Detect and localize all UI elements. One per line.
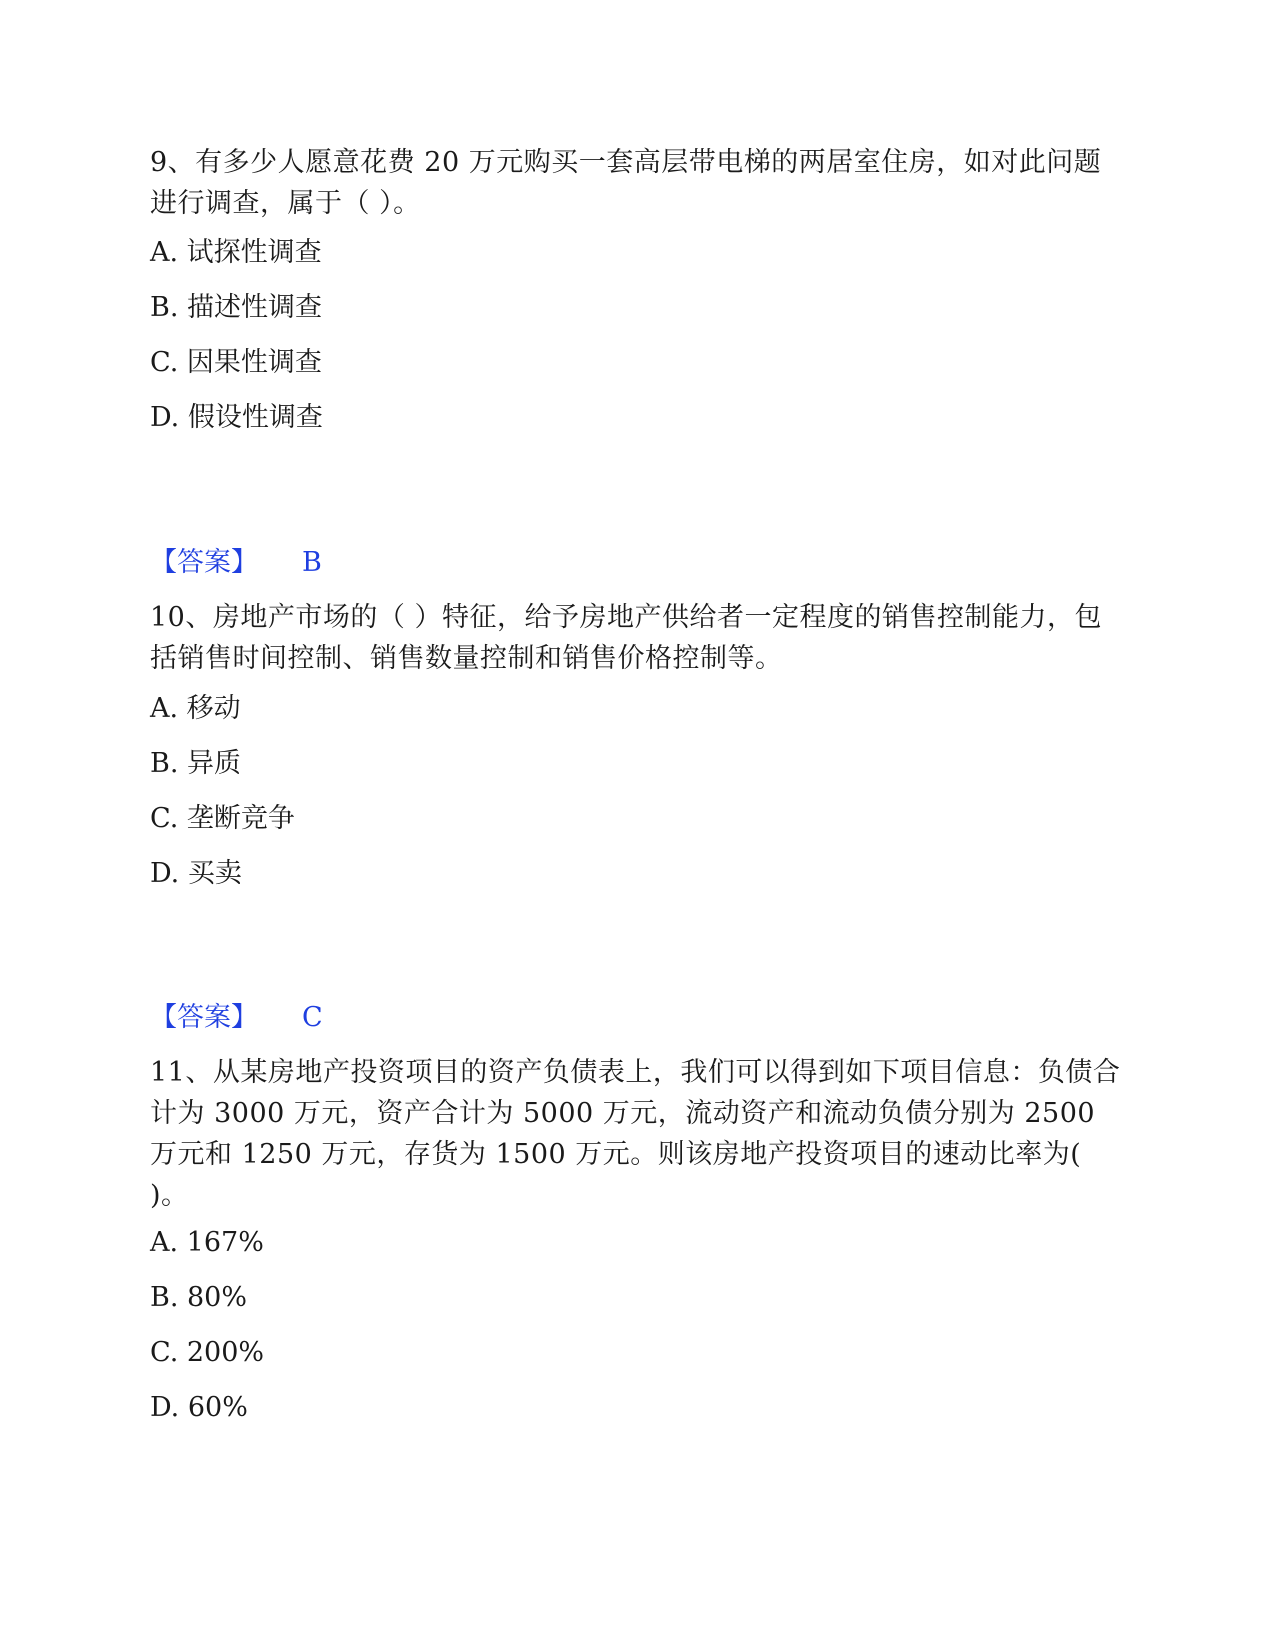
option-a: A. 移动: [150, 693, 241, 724]
question-11: [150, 1052, 1125, 1216]
option-c: C. 200%: [150, 1337, 265, 1368]
option-a: A. 167%: [150, 1227, 264, 1258]
option-d: D. 买卖: [150, 858, 242, 889]
answer-9: [150, 546, 322, 580]
option-d: D. 60%: [150, 1392, 248, 1423]
question-9: [150, 142, 1125, 224]
answer-10: [150, 1001, 323, 1035]
answer-value: C: [302, 1002, 323, 1033]
option-c: C. 因果性调查: [150, 347, 322, 378]
option-c: C. 垄断竞争: [150, 803, 295, 834]
question-stem: 10、房地产市场的（ ）特征，给予房地产供给者一定程度的销售控制能力，包括销售时间控制、销售数量控制和销售价格控制等。: [150, 602, 1102, 674]
option-b: B. 异质: [150, 748, 242, 779]
question-10: [150, 597, 1125, 679]
answer-value: B: [302, 547, 322, 578]
option-b: B. 80%: [150, 1282, 248, 1313]
question-stem: 11、从某房地产投资项目的资产负债表上，我们可以得到如下项目信息：负债合计为 3000 万元，资产合计为 5000 万元，流动资产和流动负债分别为 2500 万元和 1250 万元，存货为 1500 万元。则该房地产投资项目的速动比率为( )。: [150, 1057, 1121, 1211]
option-d: D. 假设性调查: [150, 402, 323, 433]
answer-tag: 【答案】: [150, 1002, 258, 1033]
option-b: B. 描述性调查: [150, 292, 323, 323]
question-stem: 9、有多少人愿意花费 20 万元购买一套高层带电梯的两居室住房，如对此问题进行调查，属于（ ）。: [150, 147, 1102, 219]
option-a: A. 试探性调查: [150, 237, 322, 268]
answer-tag: 【答案】: [150, 547, 258, 578]
